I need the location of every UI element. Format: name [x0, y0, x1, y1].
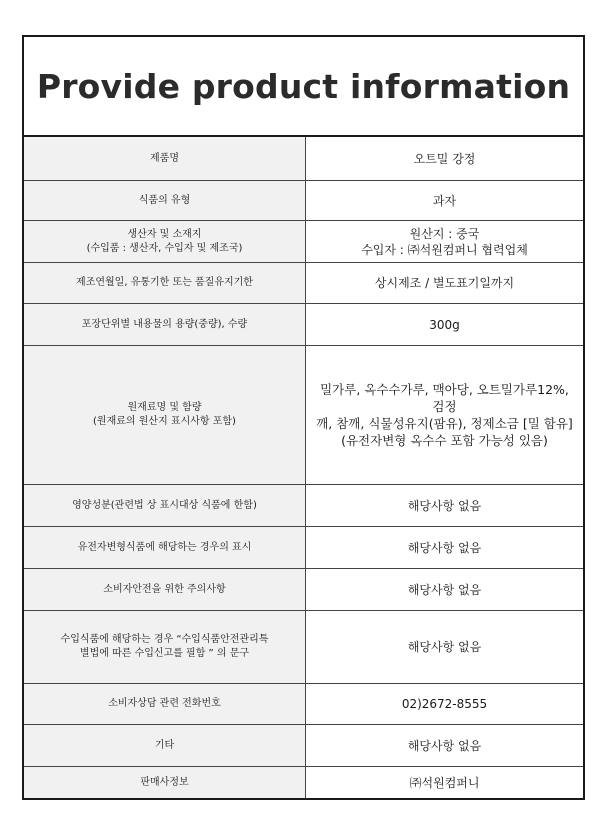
label-line: 기타 [154, 739, 175, 751]
table-row [24, 684, 583, 725]
table-row [24, 527, 583, 569]
value-line: 02)2672-8555 [401, 697, 488, 711]
row-label [24, 767, 306, 798]
row-label [24, 137, 306, 180]
table-row [24, 611, 583, 684]
value-line: 오트밀 강정 [413, 151, 476, 166]
row-label [24, 725, 306, 766]
table-row [24, 767, 583, 798]
row-value [306, 485, 583, 526]
label-line: 제품명 [150, 152, 179, 164]
value-line: 해당사항 없음 [407, 498, 482, 513]
label-line: 원재료명 및 함량 [127, 402, 202, 413]
table-row [24, 304, 583, 346]
value-line: (유전자변형 옥수수 포함 가능성 있음) [341, 433, 548, 448]
label-line: 수입식품에 해당하는 경우 “수입식품안전관리특 [60, 634, 269, 645]
table-row [24, 569, 583, 611]
row-label [24, 569, 306, 610]
row-label [24, 485, 306, 526]
label-line: 제조연월일, 유통기한 또는 품질유지기한 [76, 277, 253, 288]
row-label [24, 181, 306, 220]
row-label [24, 346, 306, 484]
value-line: 밀가루, 옥수수가루, 맥아당, 오트밀가루12%, 검정 [320, 382, 569, 414]
title-box [24, 37, 583, 137]
row-value [306, 263, 583, 303]
value-line: 과자 [432, 193, 457, 208]
row-value [306, 221, 583, 262]
info-table [24, 137, 583, 798]
value-line: 해당사항 없음 [407, 738, 482, 753]
row-value [306, 611, 583, 683]
value-line: 깨, 참깨, 식물성유지(팜유), 정제소금 [밀 함유] [316, 416, 573, 431]
label-line: 유전자변형식품에 해당하는 경우의 표시 [77, 541, 252, 553]
value-line: ㈜석원컴퍼니 [409, 775, 480, 790]
row-value [306, 304, 583, 345]
row-value [306, 181, 583, 220]
row-value [306, 137, 583, 180]
value-line: 해당사항 없음 [407, 540, 482, 555]
label-line: (수입품 : 생산자, 수입자 및 제조국) [86, 242, 243, 254]
label-line: 소비자상담 관련 전화번호 [108, 698, 221, 709]
label-line: 생산자 및 소재지 [127, 228, 202, 240]
row-value [306, 346, 583, 484]
label-line: 포장단위별 내용물의 용량(중량), 수량 [81, 318, 248, 330]
table-row [24, 725, 583, 767]
row-value [306, 725, 583, 766]
table-row [24, 221, 583, 263]
value-line: 수입자 : ㈜석원컴퍼니 협력업체 [361, 242, 528, 257]
table-row [24, 485, 583, 527]
row-label [24, 304, 306, 345]
row-label [24, 263, 306, 303]
label-line: 소비자안전을 위한 주의사항 [103, 583, 226, 595]
row-label [24, 611, 306, 683]
table-row [24, 137, 583, 181]
table-row [24, 263, 583, 304]
label-line: 별법에 따른 수입신고를 필함 ” 의 문구 [79, 648, 250, 659]
value-line: 상시제조 / 별도표기일까지 [374, 276, 515, 290]
table-row [24, 181, 583, 221]
label-line: 식품의 유형 [138, 194, 191, 206]
value-line: 해당사항 없음 [407, 640, 482, 654]
value-line: 300g [429, 317, 460, 332]
label-line: 영양성분(관련법 상 표시대상 식품에 한함) [72, 499, 257, 511]
row-value [306, 767, 583, 798]
row-value [306, 684, 583, 724]
label-line: 판매사정보 [140, 776, 189, 788]
row-label [24, 527, 306, 568]
value-line: 해당사항 없음 [407, 582, 482, 597]
value-line: 원산지 : 중국 [409, 226, 480, 241]
product-info-sheet [22, 35, 585, 800]
row-label [24, 221, 306, 262]
label-line: (원재료의 원산지 표시사항 포함) [93, 416, 236, 427]
row-value [306, 527, 583, 568]
row-value [306, 569, 583, 610]
table-row [24, 346, 583, 485]
row-label [24, 684, 306, 724]
page-title: Provide product information [36, 66, 571, 106]
